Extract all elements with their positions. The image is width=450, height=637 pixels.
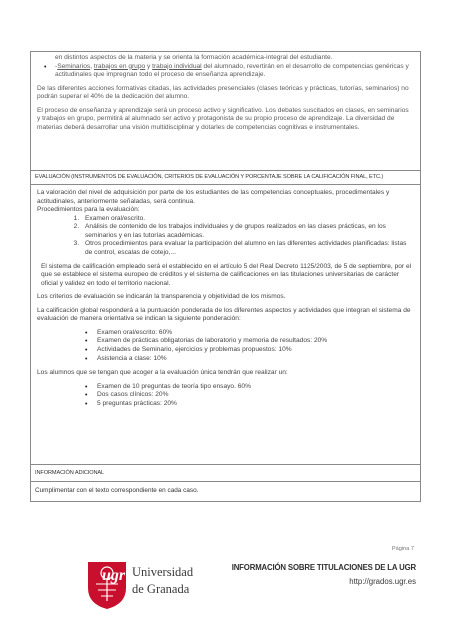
page-number: Página 7 [391, 546, 414, 552]
additional-info-text: Cumplimentar con el texto correspondiente en cada caso. [35, 487, 199, 494]
evaluation-section [31, 185, 420, 465]
bullet-sep: y [145, 62, 153, 70]
methodology-list [37, 54, 412, 80]
university-name-line1: Universidad [132, 565, 194, 579]
guide-table [30, 51, 421, 502]
activities-paragraph: De las diferentes acciones formativas citadas, las actividades presenciales (clases teóricas y prácticas, tutorías, seminarios) no podrán superar el 40% de la dedicación del alumno. [37, 84, 409, 101]
weight-item: • Examen oral/escrito: 60% [85, 329, 412, 338]
weight-item: • Actividades de Seminario, ejercicios y problemas propuestos: 10% [85, 346, 412, 355]
trabajo-individual-term: trabajo individual [152, 62, 202, 70]
weights-list [37, 329, 412, 363]
bullet-dash: - [55, 62, 58, 70]
grading-system-paragraph: El sistema de calificación empleado será el establecido en el artículo 5 del Real Decreto 1125/2003, de 5 de septiembre, por el que se establece el sistema europeo de créditos y el sistema de calificaciones en las titulaciones universitarias de carácter oficial y validez en todo el territorio nacional. [41, 262, 412, 287]
university-name-line2: de Granada [132, 581, 190, 596]
weight-item: • Examen de prácticas obligatorias de laboratorio y memoria de resultados: 20% [85, 337, 412, 346]
degrees-info-title: INFORMACIÓN SOBRE TITULACIONES DE LA UGR [231, 563, 416, 572]
list-item [37, 54, 412, 63]
evaluation-header: EVALUACIÓN (INSTRUMENTOS DE EVALUACIÓN, CRITERIOS DE EVALUACIÓN Y PORCENTAJE SOBRE LA CALIFICACIÓN FINAL, ETC.) [31, 171, 420, 185]
page-footer [0, 520, 450, 637]
procedure-item: 1. Examen oral/escrito. [81, 215, 412, 224]
unique-evaluation-intro: Los alumnos que se tengan que acoger a la evaluación única tendrán que realizar un: [37, 369, 288, 377]
procedures-label: Procedimientos para la evaluación: [37, 206, 140, 214]
bullet-sep: , [90, 62, 94, 70]
ugr-logo-text: ugr [102, 567, 126, 584]
unique-evaluation-list [37, 383, 412, 409]
global-grade-paragraph: La calificación global responderá a la puntuación ponderada de los diferentes aspectos y actividades que integran el sistema de evaluación de manera orientativa se indican la siguiente ponderación: [37, 306, 411, 323]
degrees-url[interactable]: http://grados.ugr.es [349, 577, 416, 586]
unique-item: • 5 preguntas prácticas: 20% [85, 400, 412, 409]
process-paragraph: El proceso de enseñanza y aprendizaje será un proceso activo y significativo. Los debates suscitados en clases, en seminarios y trabajos en grupo, permitirá al alumnado ser activo y protagonista de su propio proceso de aprendizaje. La diversidad de materias deberá desarrollar una visión multidisciplinar y dotarles de competencias cognitivas e instrumentales. [37, 106, 409, 131]
procedures-list [37, 215, 412, 258]
procedure-item: 3. Otros procedimientos para evaluar la participación del alumno en las diferentes actividades planificadas: listas de control, escalas de cotejo,... [81, 240, 412, 257]
criteria-paragraph: Los criterios de evaluación se indicarán la transparencia y objetividad de los mismos. [37, 293, 286, 301]
list-item [37, 63, 412, 80]
unique-item: • Dos casos clínicos: 20% [85, 391, 412, 400]
bullet-rest: del alumnado, revertirán en el desarrollo de competencias genéricas y actitudinales que impregnan todo el proceso de enseñanza aprendizaje. [55, 62, 409, 79]
seminarios-term: Seminarios [57, 62, 91, 70]
methodology-section [31, 52, 420, 171]
additional-info-header: INFORMACIÓN ADICIONAL [31, 465, 420, 482]
procedure-item: 2. Análisis de contenido de los trabajos individuales y de grupos realizados en las clases prácticas, en los seminarios y en las tutorías académicas. [81, 223, 412, 240]
evaluation-intro: La valoración del nivel de adquisición por parte de los estudiantes de las competencias conceptuales, procedimentales y actitudinales, anteriormente señaladas, será continua. [37, 189, 390, 205]
unique-item: • Examen de 10 preguntas de teoría tipo ensayo. 60% [85, 383, 412, 392]
university-name [132, 564, 193, 598]
weight-item: • Asistencia a clase: 10% [85, 355, 412, 364]
trabajos-grupo-term: trabajos en grupo [93, 62, 146, 70]
methodology-line: en distintos aspectos de la materia y se orienta la formación académica-integral del estudiante. [55, 54, 333, 61]
